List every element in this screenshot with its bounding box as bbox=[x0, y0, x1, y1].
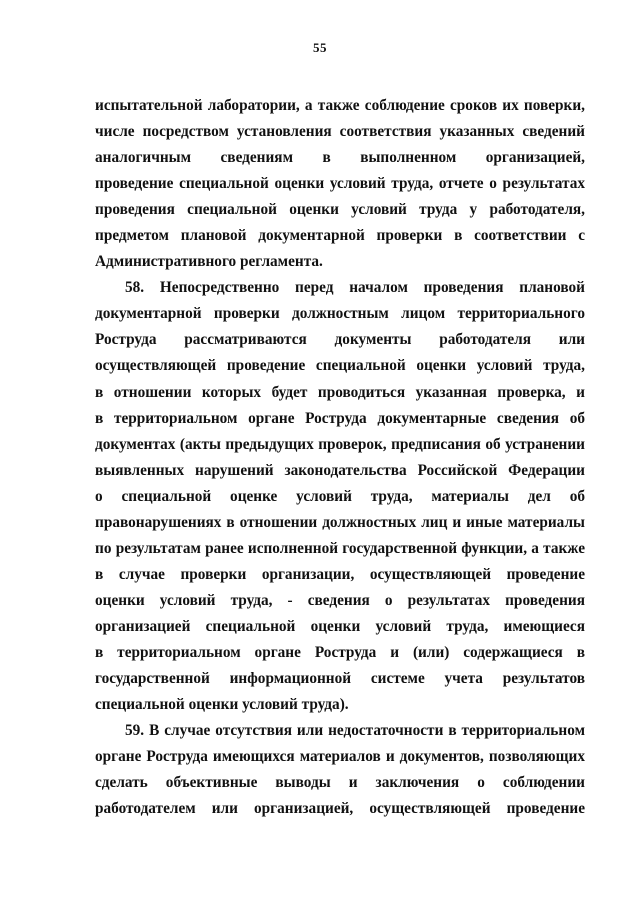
page-number: 55 bbox=[313, 40, 327, 55]
paragraph-start-line: 59. В случае отсутствия или недостаточности в территориальном bbox=[125, 722, 585, 740]
text-line: работодателем или организацией, осуществляющей проведение bbox=[95, 800, 585, 818]
text-line: по результатам ранее исполненной государственной функции, а также bbox=[95, 539, 585, 557]
text-line: Роструда рассматриваются документы работодателя или bbox=[95, 331, 585, 349]
text-line: о специальной оценке условий труда, материалы дел об bbox=[95, 487, 585, 505]
text-line: в отношении которых будет проводиться указанная проверка, и bbox=[95, 383, 585, 401]
text-line: оценки условий труда, - сведения о результатах проведения bbox=[95, 591, 585, 609]
text-line: испытательной лаборатории, а также соблюдение сроков их поверки, bbox=[95, 97, 585, 114]
paragraph-start-line: 58. Непосредственно перед началом проведения плановой bbox=[125, 279, 585, 297]
text-line: документах (акты предыдущих проверок, предписания об устранении bbox=[95, 435, 585, 453]
text-line: аналогичным сведениям в выполненном организацией, bbox=[95, 149, 585, 167]
text-line: выявленных нарушений законодательства Российской Федерации bbox=[95, 461, 585, 479]
text-line: государственной информационной системе учета результатов bbox=[95, 670, 585, 688]
text-line: специальной оценки условий труда). bbox=[95, 696, 349, 714]
text-line: предметом плановой документарной проверки в соответствии с bbox=[95, 227, 585, 245]
text-line: проведение специальной оценки условий труда, отчете о результатах bbox=[95, 175, 585, 193]
document-body bbox=[95, 93, 585, 822]
text-line: осуществляющей проведение специальной оценки условий труда, bbox=[95, 357, 585, 375]
text-line: в территориальном органе Роструда и (или) содержащиеся в bbox=[95, 643, 585, 661]
text-line: правонарушениях в отношении должностных лиц и иные материалы bbox=[95, 513, 585, 531]
text-line: проведения специальной оценки условий труда у работодателя, bbox=[95, 201, 585, 219]
text-line: органе Роструда имеющихся материалов и документов, позволяющих bbox=[95, 748, 585, 766]
text-line: в территориальном органе Роструда документарные сведения об bbox=[95, 409, 585, 427]
text-line: в случае проверки организации, осуществляющей проведение bbox=[95, 565, 585, 583]
text-line: организацией специальной оценки условий труда, имеющиеся bbox=[95, 617, 585, 635]
text-line: сделать объективные выводы и заключения о соблюдении bbox=[95, 774, 585, 792]
text-line: Административного регламента. bbox=[95, 253, 323, 271]
text-line: числе посредством установления соответствия указанных сведений bbox=[95, 123, 585, 141]
text-line: документарной проверки должностным лицом территориального bbox=[95, 305, 585, 323]
